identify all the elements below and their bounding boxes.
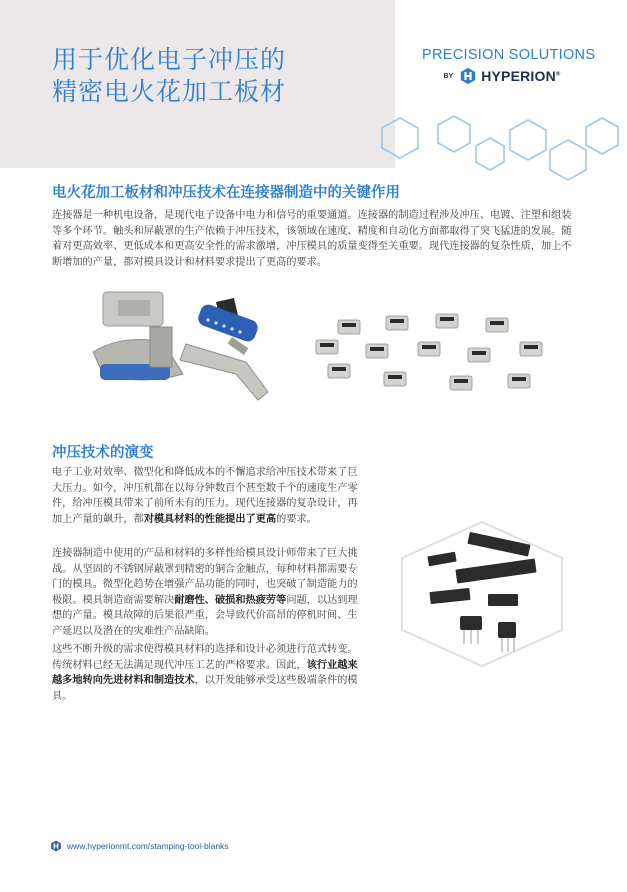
chip-components-hexagon-photo — [398, 520, 566, 668]
p2-text-a: 连接器制造中使用的产品和材料的多样性给模具设计师带来了巨大挑战。从坚固的不锈钢屏蔽罩到精密的铜合金触点，每种材料都需要专门的模具。微型化趋势在增强产品功能的同时，也突破了制造能力的极限。模具制造商需要解决 — [52, 548, 358, 606]
brand-name — [481, 68, 560, 84]
hyperion-logo-icon — [459, 67, 477, 85]
connector-product-photo — [78, 282, 283, 422]
p1-text-a: 电子工业对效率、微型化和降低成本的不懈追求给冲压技术带来了巨大压力。如今，冲压机都在以每分钟数百个甚至数千个的速度生产零件，给冲压模具带来了前所未有的压力。现代连接器的复杂设计，再加上产量的飙升，都 — [52, 467, 358, 525]
brand-name-text: HYPERION — [481, 68, 556, 84]
brand-tagline: PRECISION SOLUTIONS — [422, 47, 596, 63]
p3-bold: 该行业越来越多地转向先进材料和制造技术 — [52, 659, 358, 686]
brand-name-row — [422, 67, 582, 85]
title-line-2: 精密电火花加工板材 — [52, 77, 287, 106]
intro-paragraph: 连接器是一种机电设备，是现代电子设备中电力和信号的重要通道。连接器的制造过程涉及冲压、电镀、注塑和组装等多个环节。触头和屏蔽罩的生产依赖于冲压技术，该领域在速度、精度和自动化方面都取得了突飞猛进的发展。随着对更高效率、更低成本和更高安全性的需求激增，冲压模具的质量变得至关重要。现代连接器的复杂性质，加上不断增加的产量，都对模具设计和材料要求提出了更高的要求。 — [52, 210, 572, 268]
usb-connectors-photo — [298, 292, 558, 412]
p2-text-b: 问题，以达到理想的产量。模具故障的后果很严重，会导致代价高昂的停机时间、生产延迟以及潜在的灾难性产品缺陷。 — [52, 594, 358, 637]
p3-text-b: ，以开发能够承受这些极端条件的模具。 — [52, 675, 358, 702]
p1-text-b: 的要求。 — [276, 513, 317, 525]
evolution-paragraph-1 — [52, 465, 362, 527]
hyperion-footer-icon — [50, 840, 62, 852]
p3-text-a: 这些不断升级的需求使得模具材料的选择和设计必须进行范式转变。传统材料已经无法满足现代冲压工艺的严格要求。因此， — [52, 644, 358, 671]
section-heading-role: 电火花加工板材和冲压技术在连接器制造中的关键作用 — [52, 185, 400, 201]
section-heading-evolution: 冲压技术的演变 — [52, 445, 154, 461]
page-title — [52, 44, 286, 108]
brand-logo — [422, 47, 596, 85]
title-line-1: 用于优化电子冲压的 — [52, 45, 287, 74]
p2-bold: 耐磨性、破损和热疲劳等 — [174, 594, 287, 606]
brand-registered-mark: ® — [555, 71, 561, 78]
hexagon-pattern-icon — [370, 110, 627, 190]
brand-by: BY — [443, 72, 454, 80]
footer — [50, 840, 229, 852]
evolution-paragraph-3 — [52, 642, 362, 704]
evolution-paragraph-2 — [52, 546, 362, 639]
footer-url-link[interactable]: www.hyperionmt.com/stamping-tool-blanks — [67, 841, 229, 851]
p1-bold: 对模具材料的性能提出了更高 — [143, 513, 277, 525]
